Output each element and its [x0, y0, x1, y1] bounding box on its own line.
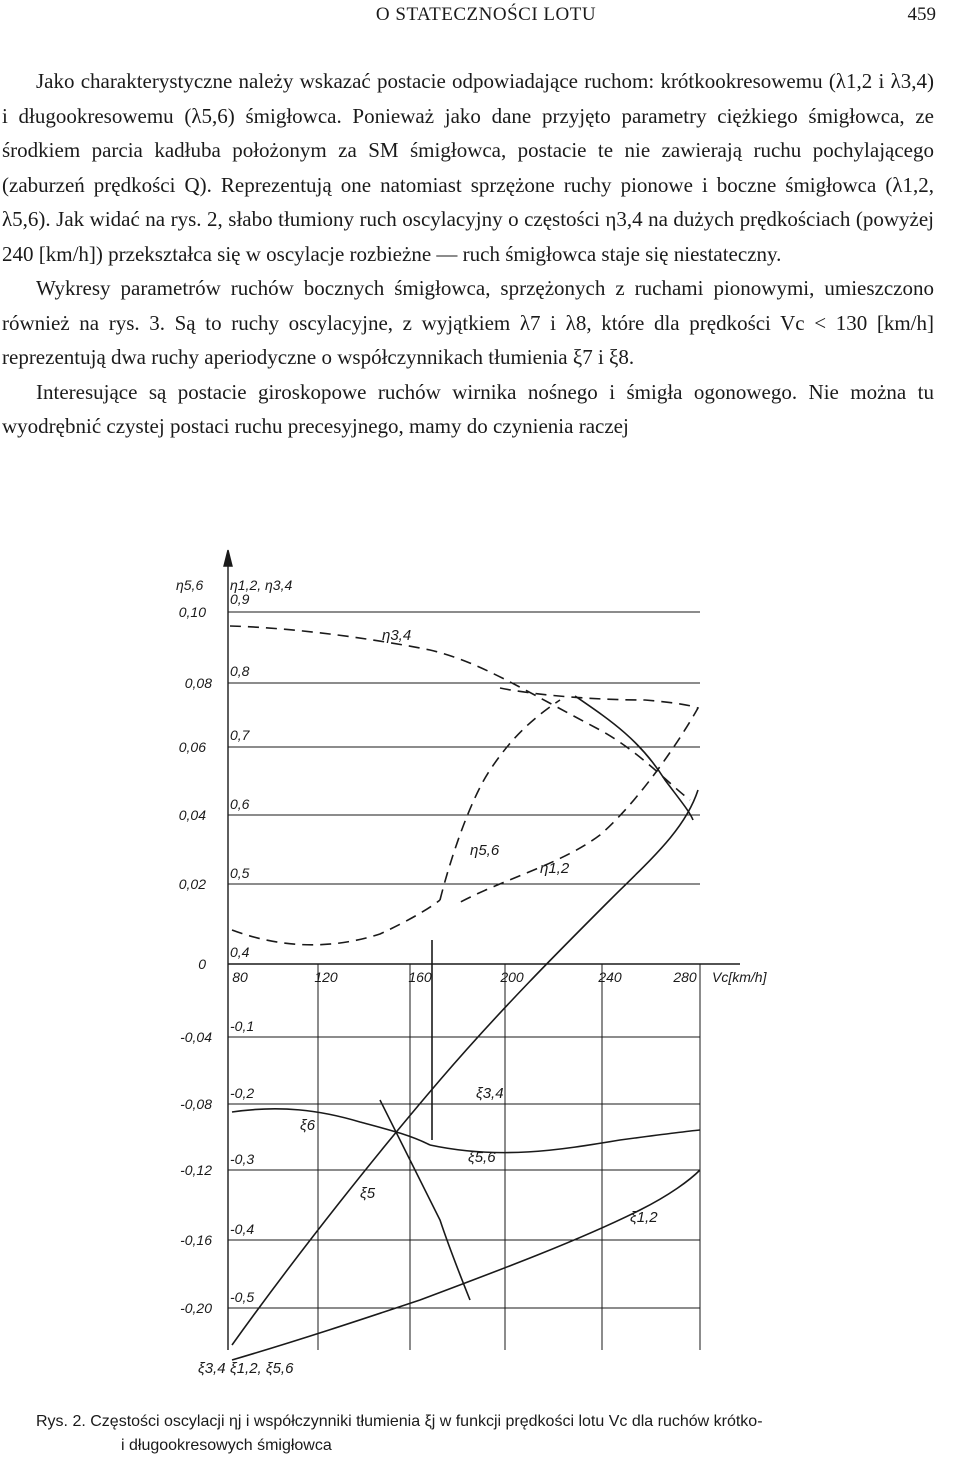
y-axis-label-right: η1,2, η3,4: [230, 577, 293, 593]
y-tick-right: -0,4: [230, 1221, 255, 1237]
paragraph-3: Interesujące są postacie giroskopowe ruchów wirnika nośnego i śmigła ogonowego. Nie można tu wyodrębnić czystej postaci ruchu precesyjnego, mamy do czynienia raczej: [2, 379, 934, 438]
paragraph-2: Wykresy parametrów ruchów bocznych śmigłowca, sprzężonych z ruchami pionowymi, umieszczono również na rys. 3. Są to ruchy oscylacyjne, z wyjątkiem λ7 i λ8, które dla prędkości Vc < 130 [km/h] reprezentują dwa ruchy aperiodyczne o współczynnikach tłumienia ξ7 i ξ8.: [2, 276, 934, 369]
x-tick: 200: [500, 969, 524, 985]
label-xi34: ξ3,4: [476, 1085, 504, 1102]
curve-eta34: [230, 626, 690, 800]
body-text: [2, 64, 934, 444]
y-tick-right: 0,9: [230, 591, 250, 607]
label-eta12: η1,2: [540, 860, 570, 877]
caption-line-1: Rys. 2. Częstości oscylacji ηj i współczynniki tłumienia ξj w funkcji prędkości lotu Vc dla ruchów krótko-: [36, 1413, 763, 1430]
bottom-label-xi12-xi56: ξ1,2, ξ5,6: [230, 1360, 294, 1377]
y-ticks-right: [230, 591, 254, 1305]
y-tick-left: -0,04: [180, 1029, 212, 1045]
label-xi6: ξ6: [300, 1117, 316, 1134]
x-tick: 80: [232, 969, 248, 985]
label-xi5: ξ5: [360, 1185, 376, 1202]
gridlines: [228, 612, 700, 1350]
x-tick: 240: [598, 969, 622, 985]
caption-line-2: i długookresowych śmigłowca: [121, 1437, 332, 1454]
y-tick-left: 0,10: [178, 604, 206, 620]
y-tick-right: -0,3: [230, 1151, 255, 1167]
y-axis-arrow: [224, 550, 232, 566]
y-tick-right: 0,8: [230, 663, 250, 679]
y-tick-right: -0,2: [230, 1085, 255, 1101]
curve-eta34-cont: [575, 696, 693, 820]
y-tick-left: 0,04: [178, 807, 206, 823]
y-tick-left: -0,16: [180, 1232, 212, 1248]
x-tick: 280: [673, 969, 697, 985]
curve-xi12: [232, 1170, 700, 1360]
figure-2: [0, 540, 960, 1420]
y-ticks-left: [179, 604, 212, 1316]
label-xi12: ξ1,2: [630, 1209, 658, 1226]
page-number: 459: [907, 4, 936, 25]
paragraph-1: Jako charakterystyczne należy wskazać postacie odpowiadające ruchom: krótkookresowemu (λ1,2 i λ3,4) i długookresowemu (λ5,6) śmigłowca. Ponieważ jako dane przyjęto parametry ciężkiego śmigłowca, ze środkiem parcia kadłuba położonym za SM śmigłowca, postacie te nie zawierają ruchu pochylającego (zaburzeń prędkości Q). Reprezentują one natomiast sprzężone ruchy pionowe i boczne śmigłowca (λ1,2, λ5,6). Jak widać na rys. 2, słabo tłumiony ruch oscylacyjny o częstości η3,4 na dużych prędkościach (powyżej 240 [km/h]) przekształca się w oscylacje rozbieżne — ruch śmigłowca staje się niestateczny.: [2, 69, 934, 266]
bottom-label-xi34: ξ3,4: [198, 1360, 226, 1377]
x-axis-unit: Vc[km/h]: [712, 969, 767, 985]
label-eta34: η3,4: [382, 627, 412, 644]
y-tick-left: 0,06: [178, 739, 206, 755]
y-tick-right: 0,4: [230, 944, 250, 960]
figure-caption: [36, 1410, 941, 1458]
curve-eta56: [232, 900, 440, 945]
y-tick-right: 0,6: [230, 796, 250, 812]
y-tick-left: -0,12: [180, 1162, 212, 1178]
x-ticks: [232, 969, 697, 985]
y-tick-right: 0,5: [230, 865, 250, 881]
running-title: O STATECZNOŚCI LOTU: [375, 4, 597, 25]
y-tick-right: -0,5: [230, 1289, 255, 1305]
label-xi56: ξ5,6: [468, 1149, 496, 1166]
y-tick-left: 0,08: [184, 675, 212, 691]
curve-eta12: [455, 688, 698, 905]
figure-plot: [0, 540, 960, 1420]
y-axis-label-left: η5,6: [176, 577, 204, 593]
y-tick-right: 0,7: [230, 727, 250, 743]
label-eta56: η5,6: [470, 842, 500, 859]
y-tick-left: 0: [198, 956, 206, 972]
page-header: [36, 4, 936, 34]
curve-xi34: [232, 790, 698, 1345]
y-tick-left: -0,20: [180, 1300, 212, 1316]
x-tick: 120: [314, 969, 338, 985]
curve-xi5: [380, 1100, 470, 1300]
y-tick-left: 0,02: [178, 876, 206, 892]
y-tick-left: -0,08: [180, 1096, 212, 1112]
y-tick-right: -0,1: [230, 1018, 255, 1034]
x-tick: 160: [408, 969, 432, 985]
